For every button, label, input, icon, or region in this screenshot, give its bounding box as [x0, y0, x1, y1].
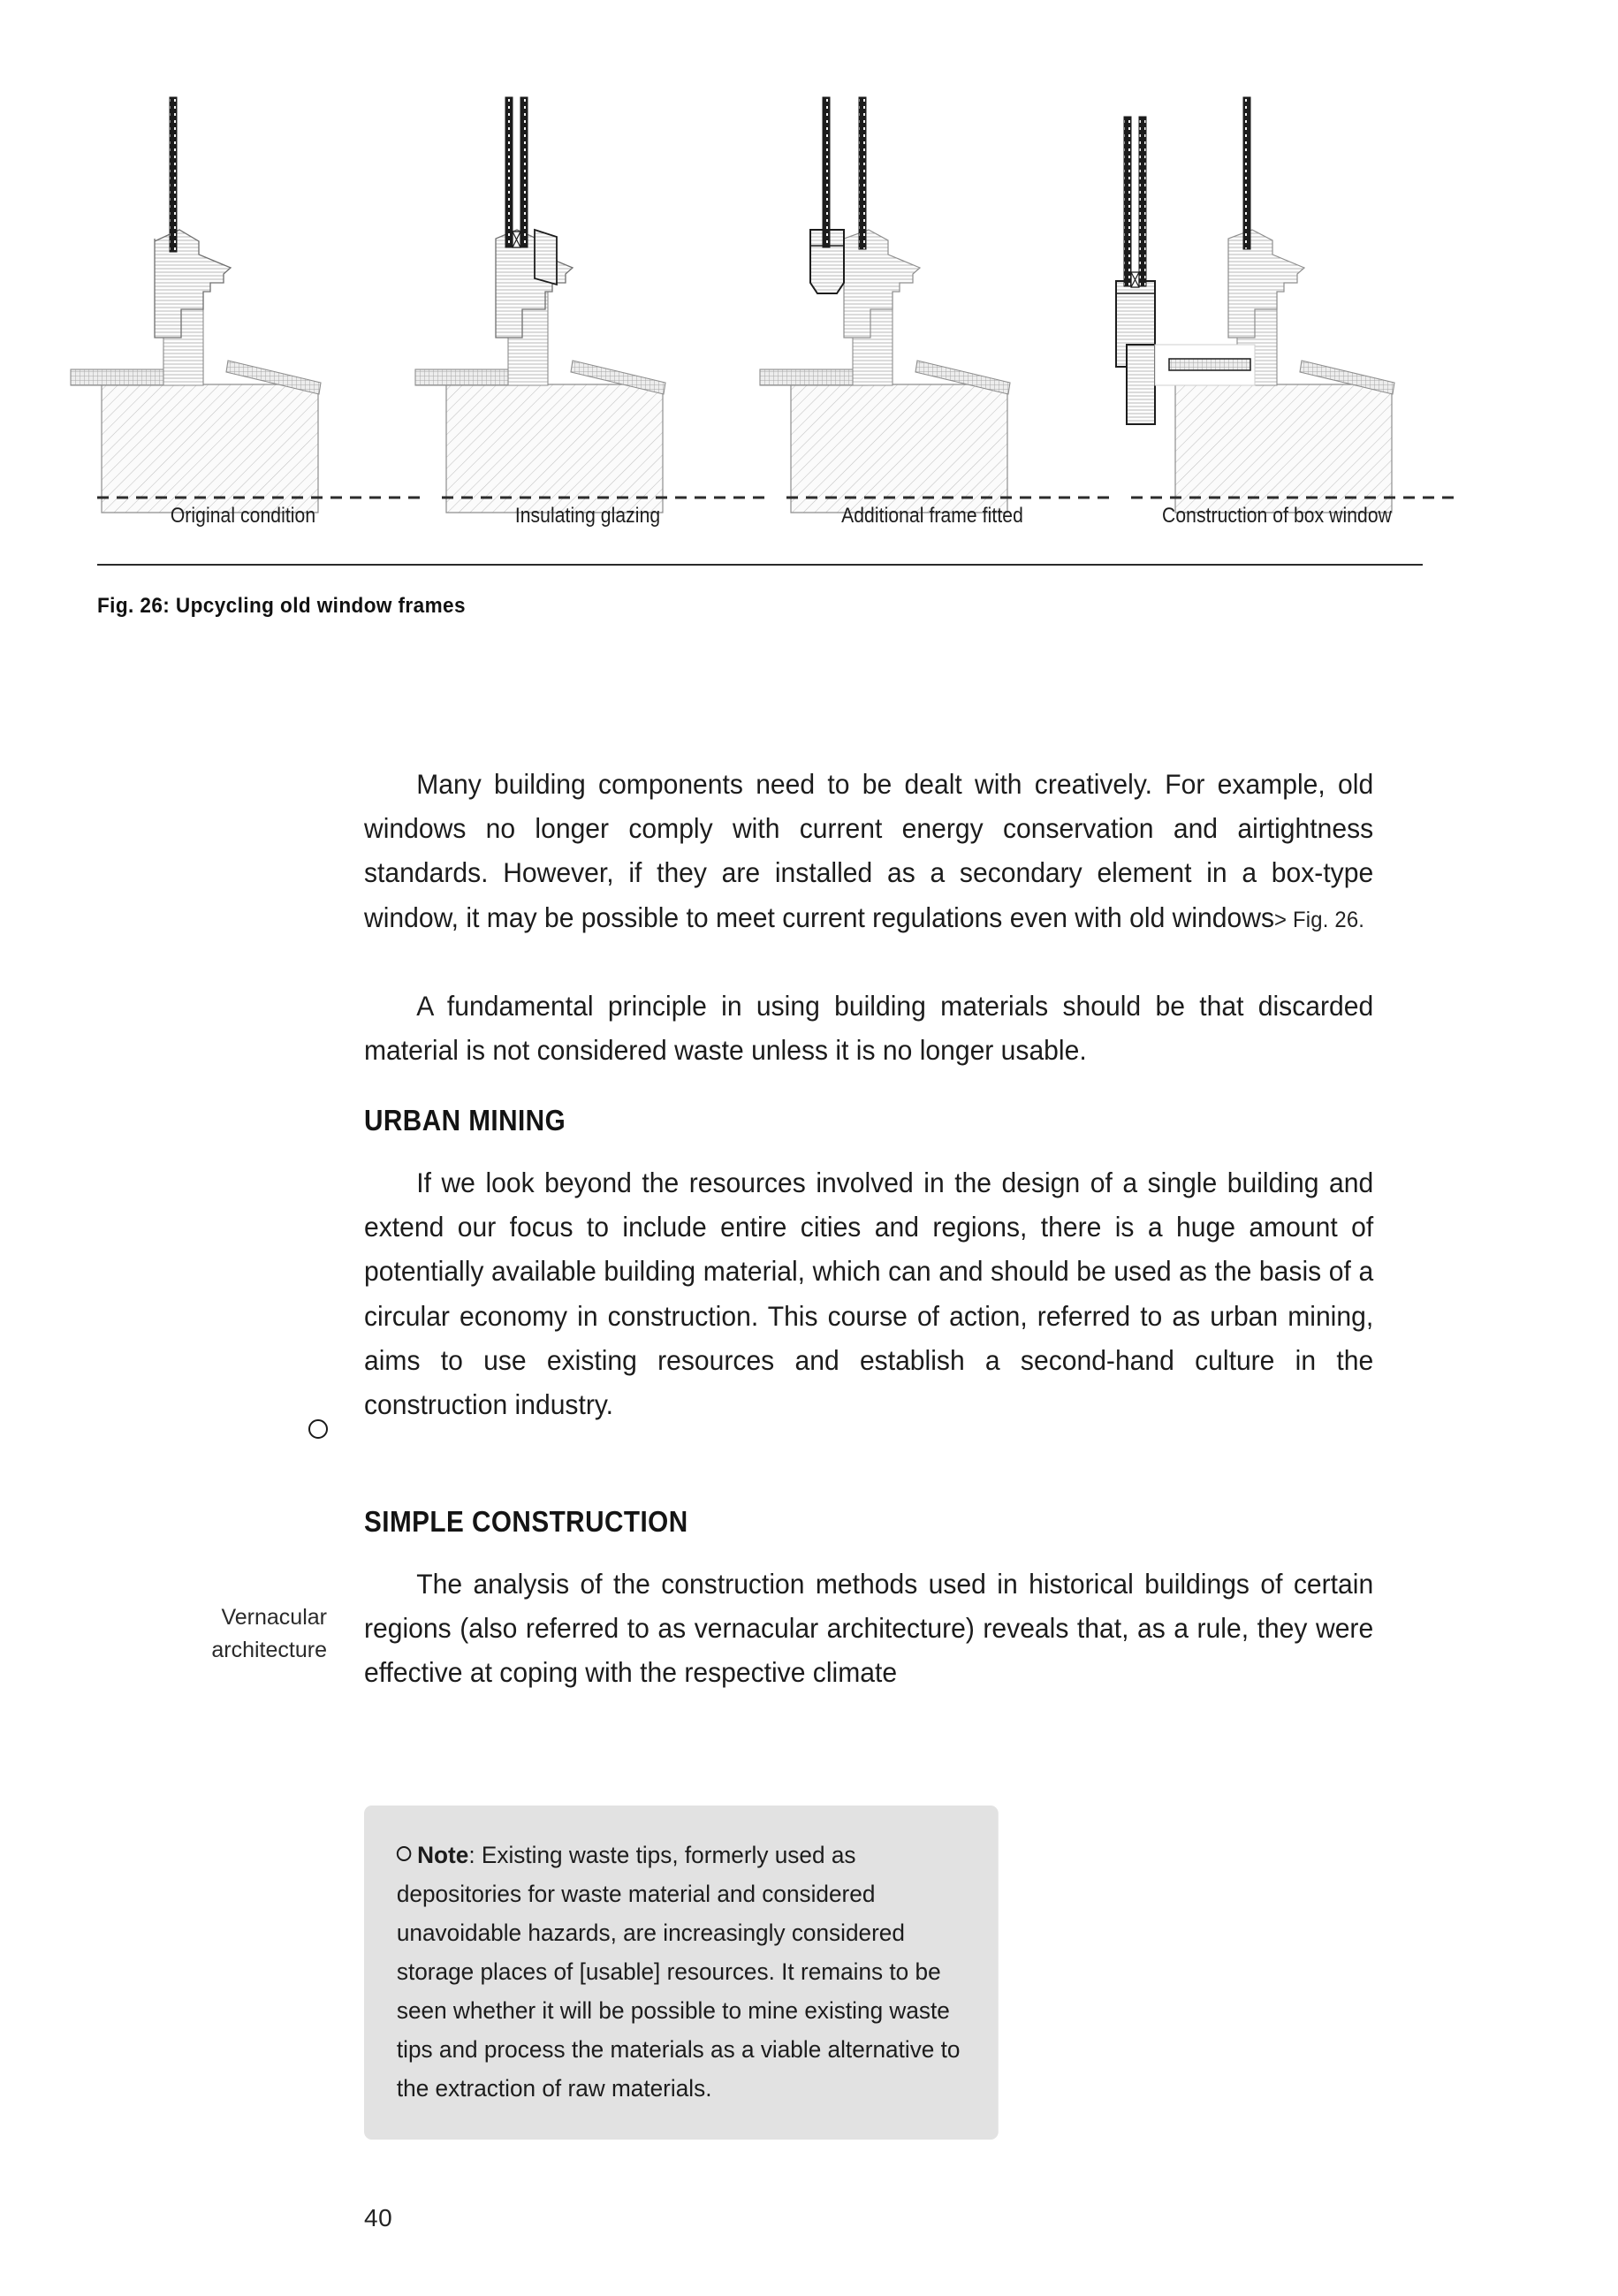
margin-note-vernacular-architecture	[106, 1601, 327, 1667]
note-callout-box	[364, 1806, 999, 2140]
figure-caption: Fig. 26: Upcycling old window frames	[97, 594, 466, 618]
paragraph-1-text: Many building components need to be dealt with creatively. For example, old windows no longer comply with current energy conservation and airtightness standards. However, if they are installed as a secondary element in a box-type window, it may be possible to meet current regulations even with old windows	[364, 768, 1374, 933]
paragraph-simple-construction	[364, 1562, 1373, 1695]
panel-label-insulating-glazing: Insulating glazing	[514, 504, 661, 528]
panel-label-box-window: Construction of box window	[1162, 504, 1392, 528]
note-body-text: Existing waste tips, formerly used as depositories for waste material and considered unavoidable hazards, are increasingly considered storage places of [usable] resources. It remains to be seen whether it will be possible to mine existing waste tips and process the materials as a viable alternative to the extraction of raw materials.	[396, 1842, 961, 2102]
heading-simple-construction: SIMPLE CONSTRUCTION	[364, 1505, 688, 1538]
paragraph-4-text: The analysis of the construction methods used in historical buildings of certain regions (also referred to as vernacular architecture) reveals that, as a rule, they were effective at coping with the respective climate	[364, 1568, 1374, 1689]
paragraph-3-text: If we look beyond the resources involved in the design of a single building and extend our focus to include entire cities and regions, there is a huge amount of potentially available building material, which can and should be used as the basis of a circular economy in construction. This course of action, referred to as urban mining, aims to use existing resources and establish a second-hand culture in the construction industry.	[364, 1167, 1374, 1421]
note-label: Note	[417, 1842, 469, 1868]
figure-reference-link: > Fig. 26.	[1274, 907, 1365, 932]
margin-note-line-1: Vernacular	[221, 1605, 327, 1630]
paragraph-urban-mining	[364, 1160, 1373, 1426]
paragraph-building-components	[364, 762, 1373, 942]
margin-note-bullet-icon	[308, 1419, 328, 1439]
note-separator: :	[468, 1842, 475, 1868]
paragraph-fundamental-principle	[364, 984, 1373, 1072]
panel-label-additional-frame: Additional frame fitted	[841, 504, 1023, 528]
paragraph-2-text: A fundamental principle in using building materials should be that discarded material is not considered waste unless it is no longer usable.	[364, 990, 1374, 1067]
note-circle-icon	[397, 1846, 411, 1861]
page-number: 40	[364, 2204, 393, 2231]
margin-note-line-2: architecture	[211, 1638, 327, 1662]
heading-urban-mining: URBAN MINING	[364, 1104, 566, 1137]
panel-label-original-condition: Original condition	[170, 504, 316, 528]
